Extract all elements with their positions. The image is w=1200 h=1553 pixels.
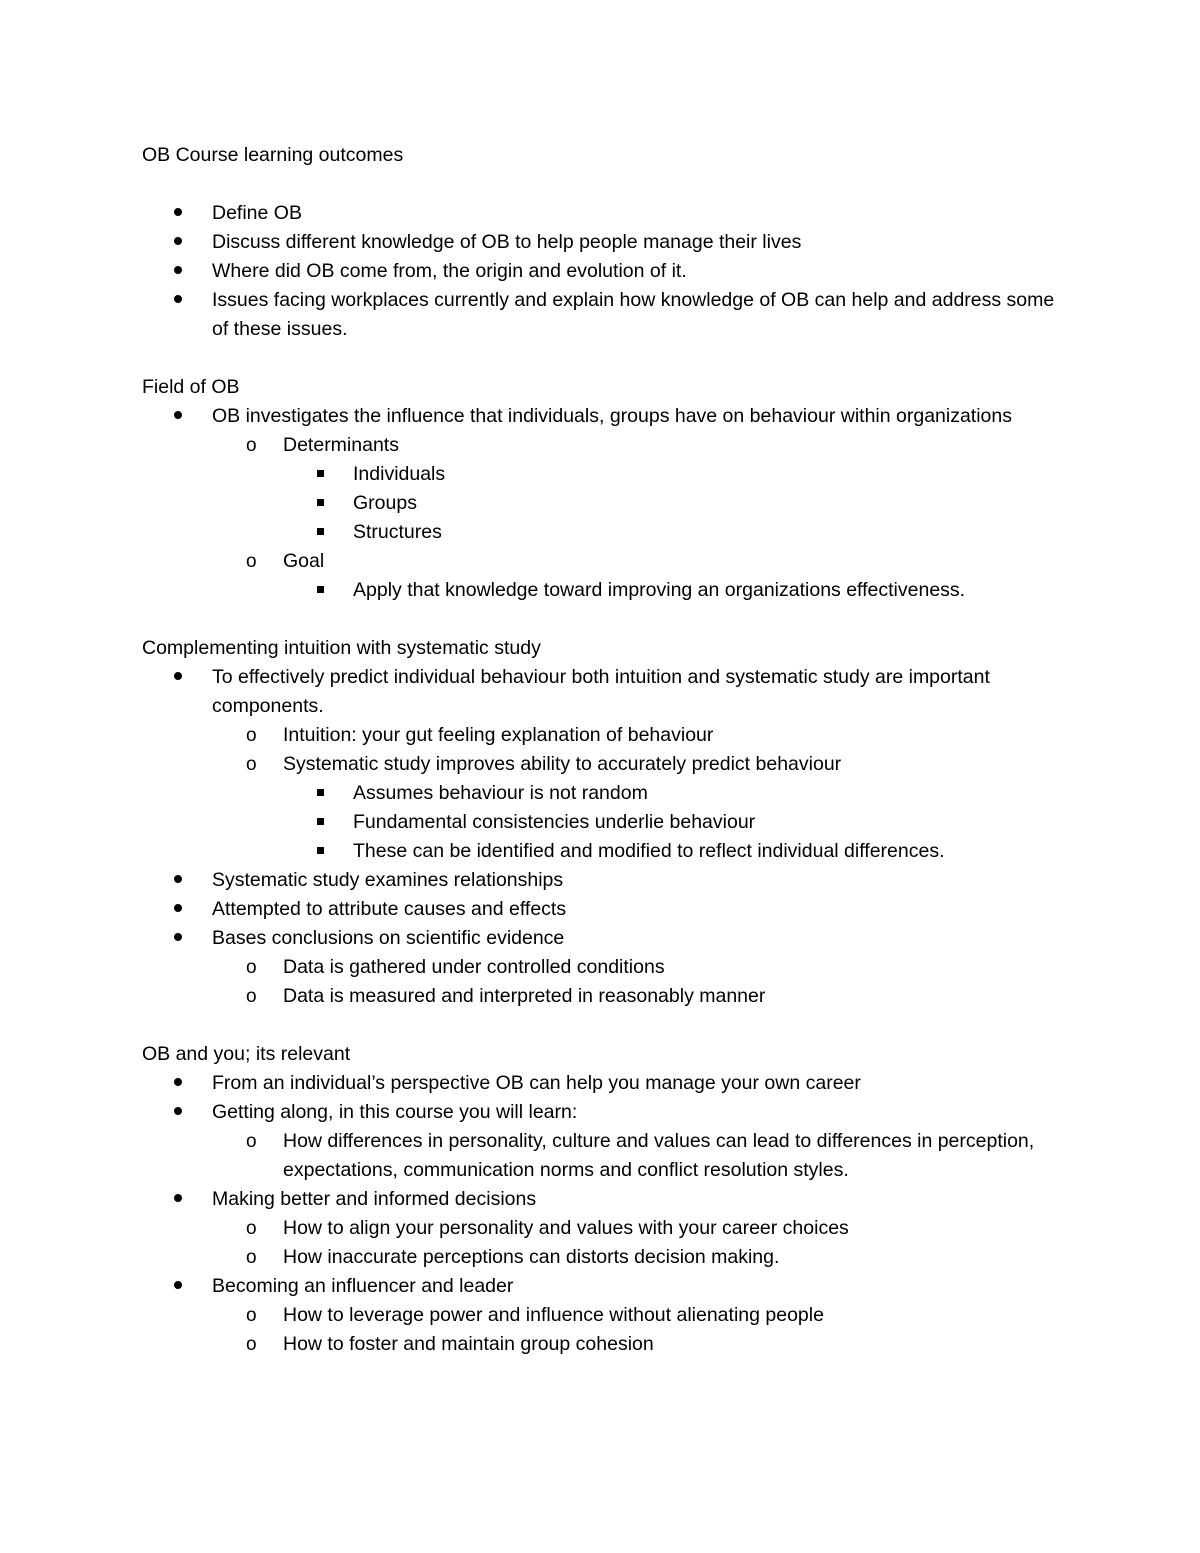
list-item: o Data is measured and interpreted in reasonably manner <box>142 982 1062 1011</box>
list-item: Attempted to attribute causes and effects <box>142 895 1062 924</box>
bullet-icon <box>174 199 182 228</box>
bullet-icon <box>174 924 182 953</box>
section-ob-and-you <box>142 1040 1062 1359</box>
list-item: Groups <box>142 489 1062 518</box>
list-item: These can be identified and modified to reflect individual differences. <box>142 837 1062 866</box>
circle-bullet-icon: o <box>246 1131 257 1152</box>
list-item: o Goal <box>142 547 1062 576</box>
square-bullet-icon <box>317 518 324 547</box>
document-page <box>142 141 1062 1359</box>
list-item: o How to leverage power and influence without alienating people <box>142 1301 1062 1330</box>
list-item: o Data is gathered under controlled conditions <box>142 953 1062 982</box>
list-item: Assumes behaviour is not random <box>142 779 1062 808</box>
square-bullet-icon <box>317 576 324 605</box>
bullet-icon <box>174 402 182 431</box>
list-item: Bases conclusions on scientific evidence <box>142 924 1062 953</box>
square-bullet-icon <box>317 808 324 837</box>
bullet-icon <box>174 286 182 315</box>
list-item: OB investigates the influence that individuals, groups have on behaviour within organizations <box>142 402 1062 431</box>
list-item: Structures <box>142 518 1062 547</box>
circle-bullet-icon: o <box>246 1334 257 1355</box>
square-bullet-icon <box>317 460 324 489</box>
list-item: o Systematic study improves ability to accurately predict behaviour <box>142 750 1062 779</box>
list-item: Fundamental consistencies underlie behaviour <box>142 808 1062 837</box>
list-item: o How to align your personality and values with your career choices <box>142 1214 1062 1243</box>
list-item: From an individual’s perspective OB can help you manage your own career <box>142 1069 1062 1098</box>
list-item: Discuss different knowledge of OB to help people manage their lives <box>142 228 1062 257</box>
section-heading: OB and you; its relevant <box>142 1043 351 1065</box>
list-item: o How to foster and maintain group cohesion <box>142 1330 1062 1359</box>
section-heading: OB Course learning outcomes <box>142 144 404 166</box>
bullet-icon <box>174 663 182 692</box>
section-learning-outcomes <box>142 141 1062 344</box>
list-item: o How differences in personality, culture and values can lead to differences in perception, expectations, communication norms and conflict resolution styles. <box>142 1127 1062 1185</box>
list-item: To effectively predict individual behaviour both intuition and systematic study are important components. <box>142 663 1062 721</box>
bullet-icon <box>174 895 182 924</box>
list-item: Apply that knowledge toward improving an organizations effectiveness. <box>142 576 1062 605</box>
list-item: Define OB <box>142 199 1062 228</box>
section-heading: Field of OB <box>142 376 240 398</box>
circle-bullet-icon: o <box>246 986 257 1007</box>
section-field-of-ob <box>142 373 1062 605</box>
list-item: Becoming an influencer and leader <box>142 1272 1062 1301</box>
list-item: Individuals <box>142 460 1062 489</box>
square-bullet-icon <box>317 489 324 518</box>
section-heading: Complementing intuition with systematic study <box>142 637 541 659</box>
circle-bullet-icon: o <box>246 754 257 775</box>
circle-bullet-icon: o <box>246 1247 257 1268</box>
circle-bullet-icon: o <box>246 551 257 572</box>
list-item: o Determinants <box>142 431 1062 460</box>
list-item: Making better and informed decisions <box>142 1185 1062 1214</box>
list-item: Issues facing workplaces currently and explain how knowledge of OB can help and address some of these issues. <box>142 286 1062 344</box>
bullet-icon <box>174 1098 182 1127</box>
list-item: Systematic study examines relationships <box>142 866 1062 895</box>
bullet-icon <box>174 257 182 286</box>
list-item: o How inaccurate perceptions can distorts decision making. <box>142 1243 1062 1272</box>
bullet-icon <box>174 228 182 257</box>
section-intuition-systematic-study <box>142 634 1062 1011</box>
square-bullet-icon <box>317 837 324 866</box>
list-item: Getting along, in this course you will learn: <box>142 1098 1062 1127</box>
circle-bullet-icon: o <box>246 435 257 456</box>
circle-bullet-icon: o <box>246 1305 257 1326</box>
circle-bullet-icon: o <box>246 725 257 746</box>
square-bullet-icon <box>317 779 324 808</box>
bullet-icon <box>174 1185 182 1214</box>
circle-bullet-icon: o <box>246 957 257 978</box>
bullet-icon <box>174 1069 182 1098</box>
list-item: o Intuition: your gut feeling explanation of behaviour <box>142 721 1062 750</box>
list-item: Where did OB come from, the origin and evolution of it. <box>142 257 1062 286</box>
circle-bullet-icon: o <box>246 1218 257 1239</box>
bullet-icon <box>174 866 182 895</box>
bullet-icon <box>174 1272 182 1301</box>
